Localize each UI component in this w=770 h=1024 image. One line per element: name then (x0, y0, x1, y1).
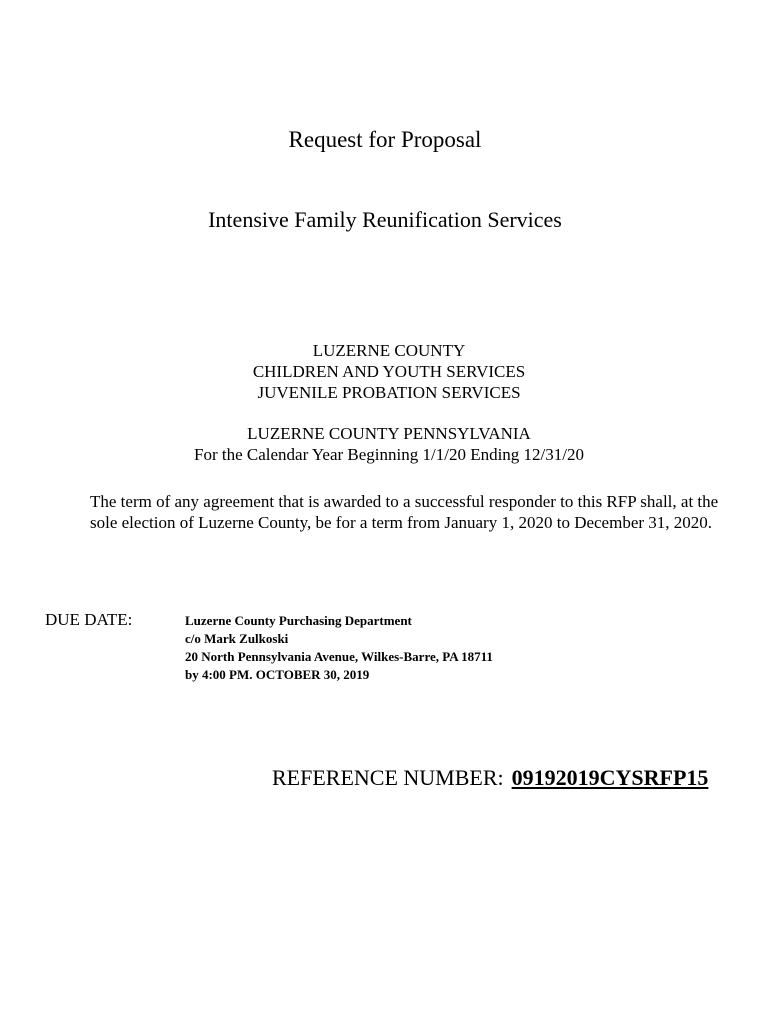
calendar-period-line: For the Calendar Year Beginning 1/1/20 Ending 12/31/20 (193, 445, 585, 464)
organization-line-county: LUZERNE COUNTY (312, 341, 466, 360)
reference-number: 09192019CYSRFP15 (511, 765, 709, 790)
due-date-label: DUE DATE: (45, 610, 133, 629)
location-line: LUZERNE COUNTY PENNSYLVANIA (247, 424, 531, 443)
reference-label: REFERENCE NUMBER: (272, 765, 504, 790)
due-deadline: by 4:00 PM. OCTOBER 30, 2019 (185, 667, 370, 682)
due-address-department: Luzerne County Purchasing Department (185, 613, 412, 628)
document-title: Request for Proposal (288, 127, 482, 152)
organization-line-children-youth: CHILDREN AND YOUTH SERVICES (252, 362, 526, 381)
due-address-street: 20 North Pennsylvania Avenue, Wilkes-Barre, PA 18711 (185, 649, 493, 664)
organization-line-juvenile-probation: JUVENILE PROBATION SERVICES (257, 383, 521, 402)
reference-line (272, 765, 708, 791)
due-address-contact: c/o Mark Zulkoski (185, 631, 289, 646)
document-subtitle: Intensive Family Reunification Services (208, 207, 562, 232)
term-paragraph: The term of any agreement that is awarded to a successful responder to this RFP shall, at the sole election of Luzerne County, be for a term from January 1, 2020 to December 31, 2020. (90, 492, 719, 532)
